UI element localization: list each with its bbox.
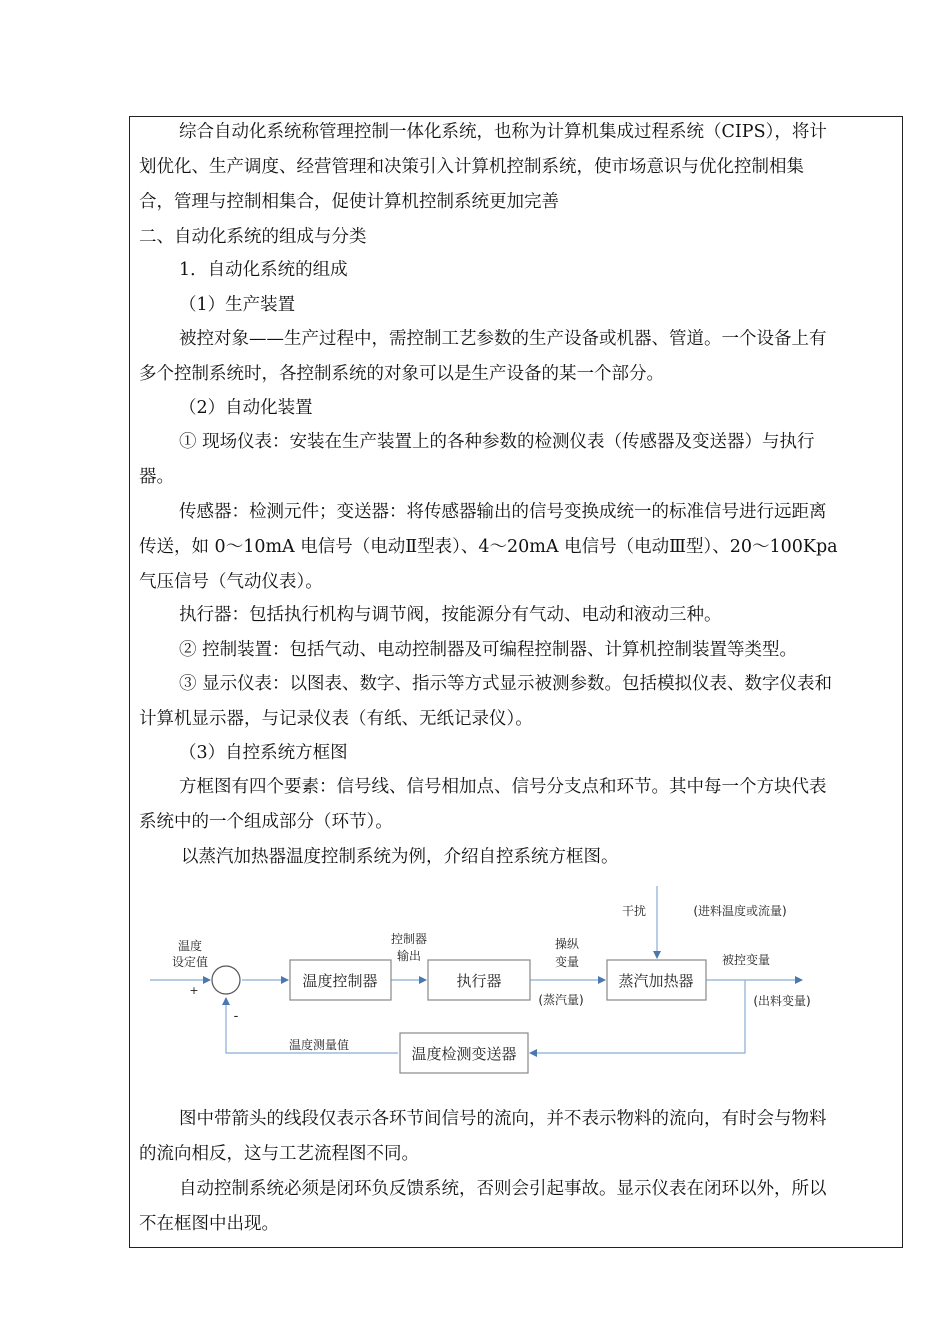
manipulated-variable-label: 操纵: [554, 937, 580, 951]
paragraph-line: ③ 显示仪表：以图表、数字、指示等方式显示被测参数。包括模拟仪表、数字仪表和: [179, 674, 833, 694]
paragraph-line: 以蒸汽加热器温度控制系统为例，介绍自控系统方框图。: [181, 847, 619, 867]
paragraph-line: 计算机显示器，与记录仪表（有纸、无纸记录仪）。: [139, 709, 533, 729]
control-block-diagram: [140, 880, 820, 1080]
paragraph-line: 不在框图中出现。: [139, 1214, 279, 1234]
item-heading: （3）自控系统方框图: [179, 743, 348, 763]
transmitter-block-label: 温度检测变送器: [411, 1045, 517, 1063]
plus-sign: +: [189, 984, 199, 997]
measured-value-label: 温度测量值: [288, 1038, 350, 1052]
controller-output-label: 输出: [396, 949, 422, 963]
section-heading: 二、自动化系统的组成与分类: [139, 227, 367, 247]
actuator-block-label: 执行器: [456, 972, 502, 990]
paragraph-line: 多个控制系统时，各控制系统的对象可以是生产设备的某一个部分。: [139, 364, 664, 384]
paragraph-line: 图中带箭头的线段仅表示各环节间信号的流向，并不表示物料的流向，有时会与物料: [179, 1109, 827, 1129]
minus-sign: -: [233, 1009, 239, 1024]
setpoint-label: 温度: [177, 939, 203, 953]
paragraph-line: ① 现场仪表：安装在生产装置上的各种参数的检测仪表（传感器及变送器）与执行: [179, 432, 815, 452]
paragraph-line: 执行器：包括执行机构与调节阀，按能源分有气动、电动和液动三种。: [179, 605, 722, 625]
paragraph-line: 综合自动化系统称管理控制一体化系统，也称为计算机集成过程系统（CIPS），将计: [179, 122, 827, 142]
setpoint-label: 设定值: [171, 955, 209, 969]
steam-label: (蒸汽量): [538, 993, 584, 1007]
paragraph-line: 传送，如 0～10mA 电信号（电动Ⅱ型表）、4～20mA 电信号（电动Ⅲ型）、20～100Kpa: [139, 537, 838, 557]
paragraph-line: 合，管理与控制相集合，促使计算机控制系统更加完善: [139, 192, 559, 212]
paragraph-line: 划优化、生产调度、经营管理和决策引入计算机控制系统，使市场意识与优化控制相集: [139, 157, 804, 177]
outflow-label: (出料变量): [753, 994, 811, 1008]
paragraph-line: 系统中的一个组成部分（环节）。: [139, 812, 393, 832]
paragraph-line: 传感器：检测元件；变送器：将传感器输出的信号变换成统一的标准信号进行远距离: [179, 502, 827, 522]
controller-output-label: 控制器: [390, 932, 428, 946]
manipulated-variable-label: 变量: [554, 955, 580, 969]
disturbance-detail-label: (进料温度或流量): [693, 904, 787, 918]
paragraph-line: ② 控制装置：包括气动、电动控制器及可编程控制器、计算机控制装置等类型。: [179, 640, 798, 660]
item-heading: （2）自动化装置: [179, 398, 313, 418]
subsection-heading: 1．自动化系统的组成: [179, 260, 348, 280]
item-heading: （1）生产装置: [179, 295, 296, 315]
paragraph-line: 自动控制系统必须是闭环负反馈系统，否则会引起事故。显示仪表在闭环以外，所以: [179, 1179, 827, 1199]
heater-block-label: 蒸汽加热器: [618, 972, 694, 990]
paragraph-line: 方框图有四个要素：信号线、信号相加点、信号分支点和环节。其中每一个方块代表: [179, 777, 827, 797]
paragraph-line: 器。: [139, 467, 174, 487]
controller-block-label: 温度控制器: [302, 972, 378, 990]
controlled-variable-label: 被控变量: [721, 953, 771, 967]
paragraph-line: 被控对象——生产过程中，需控制工艺参数的生产设备或机器、管道。一个设备上有: [179, 329, 827, 349]
paragraph-line: 的流向相反，这与工艺流程图不同。: [139, 1144, 419, 1164]
paragraph-line: 气压信号（气动仪表）。: [139, 572, 323, 592]
summing-junction: [212, 966, 240, 994]
disturbance-label: 干扰: [621, 904, 647, 918]
